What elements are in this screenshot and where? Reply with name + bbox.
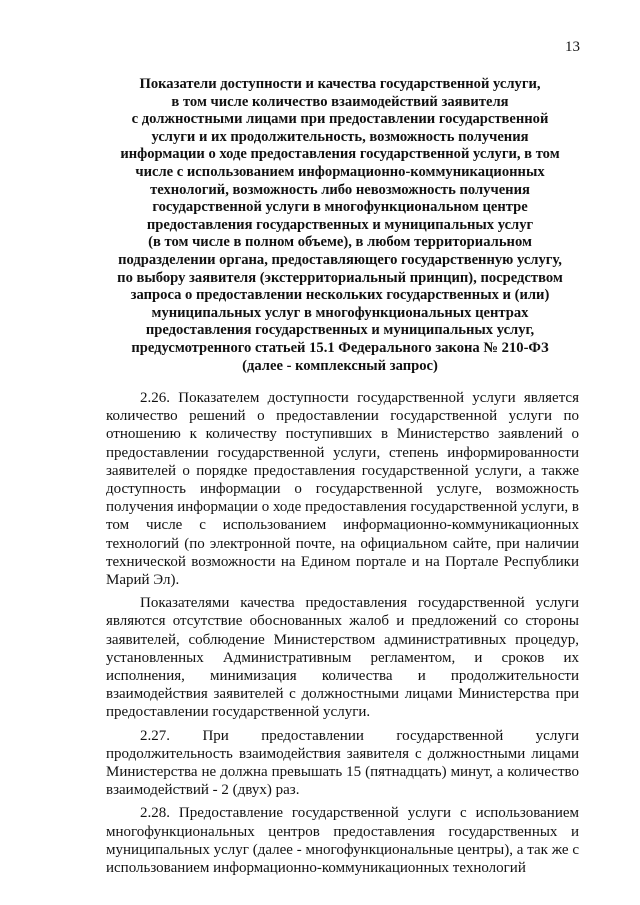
heading-line: подразделении органа, предоставляющего государственную услугу, xyxy=(118,251,562,268)
paragraph-2-26: 2.26. Показателем доступности государственной услуги является количество решений о предоставлении государственной услуги по отношению к количеству поступивших в Министерство заявлений о предоставлении государственной услуги, степень информированности заявителей о порядке предоставления государственной услуги, а также доступность информации о государственной услуге, возможность получения информации о ходе предоставления государственной услуги, в том числе с использованием информационно-коммуникационных технологий (по электронной почте, на официальном сайте, при наличии технической возможности на Едином портале и на Портале Республики Марий Эл). xyxy=(106,390,579,589)
heading-line: по выбору заявителя (экстерриториальный принцип), посредством xyxy=(117,269,563,286)
heading-line: предоставления государственных и муниципальных услуг xyxy=(146,216,534,233)
heading-line: информации о ходе предоставления государственной услуги, в том xyxy=(120,146,560,163)
heading-line: (в том числе в полном объеме), в любом территориальном xyxy=(148,234,532,251)
heading-line: в том числе количество взаимодействий заявителя xyxy=(171,93,509,110)
heading-line: технологий, возможность либо невозможность получения xyxy=(150,181,530,198)
paragraph-quality-indicators: Показателями качества предоставления государственной услуги являются отсутствие обоснованных жалоб и предложений со стороны заявителей, соблюдение Министерством административных процедур, установленных Административным регламентом, и сроков их исполнения, минимизация количества и продолжительности взаимодействия заявителей с должностными лицами Министерства при предоставлении государственной услуги. xyxy=(106,595,579,721)
heading-line: государственной услуги в многофункциональном центре xyxy=(152,199,528,216)
heading-line: числе с использованием информационно-коммуникационных xyxy=(135,163,545,180)
document-body xyxy=(106,389,579,877)
heading-line: предоставления государственных и муниципальных услуг, xyxy=(145,322,535,339)
heading-line: с должностными лицами при предоставлении государственной xyxy=(131,111,549,128)
paragraph-2-28: 2.28. Предоставление государственной услуги с использованием многофункциональных центров предоставления государственных и муниципальных услуг (далее - многофункциональные центры), а так же с использованием информационно-коммуникационных технологий xyxy=(106,805,579,877)
paragraph-2-27: 2.27. При предоставлении государственной услуги продолжительность взаимодействия заявителя с должностными лицами Министерства не должна превышать 15 (пятнадцать) минут, а количество взаимодействий - 2 (двух) раз. xyxy=(106,727,579,799)
heading-line: (далее - комплексный запрос) xyxy=(242,357,438,374)
heading-line: услуги и их продолжительность, возможность получения xyxy=(151,128,529,145)
heading-line: запроса о предоставлении нескольких государственных и (или) xyxy=(130,287,550,304)
section-heading xyxy=(100,76,580,375)
heading-line: Показатели доступности и качества государственной услуги, xyxy=(139,76,541,92)
heading-line: предусмотренного статьей 15.1 Федерального закона № 210-ФЗ xyxy=(131,339,549,356)
heading-line: муниципальных услуг в многофункциональных центрах xyxy=(151,304,529,321)
page-number: 13 xyxy=(565,39,580,55)
